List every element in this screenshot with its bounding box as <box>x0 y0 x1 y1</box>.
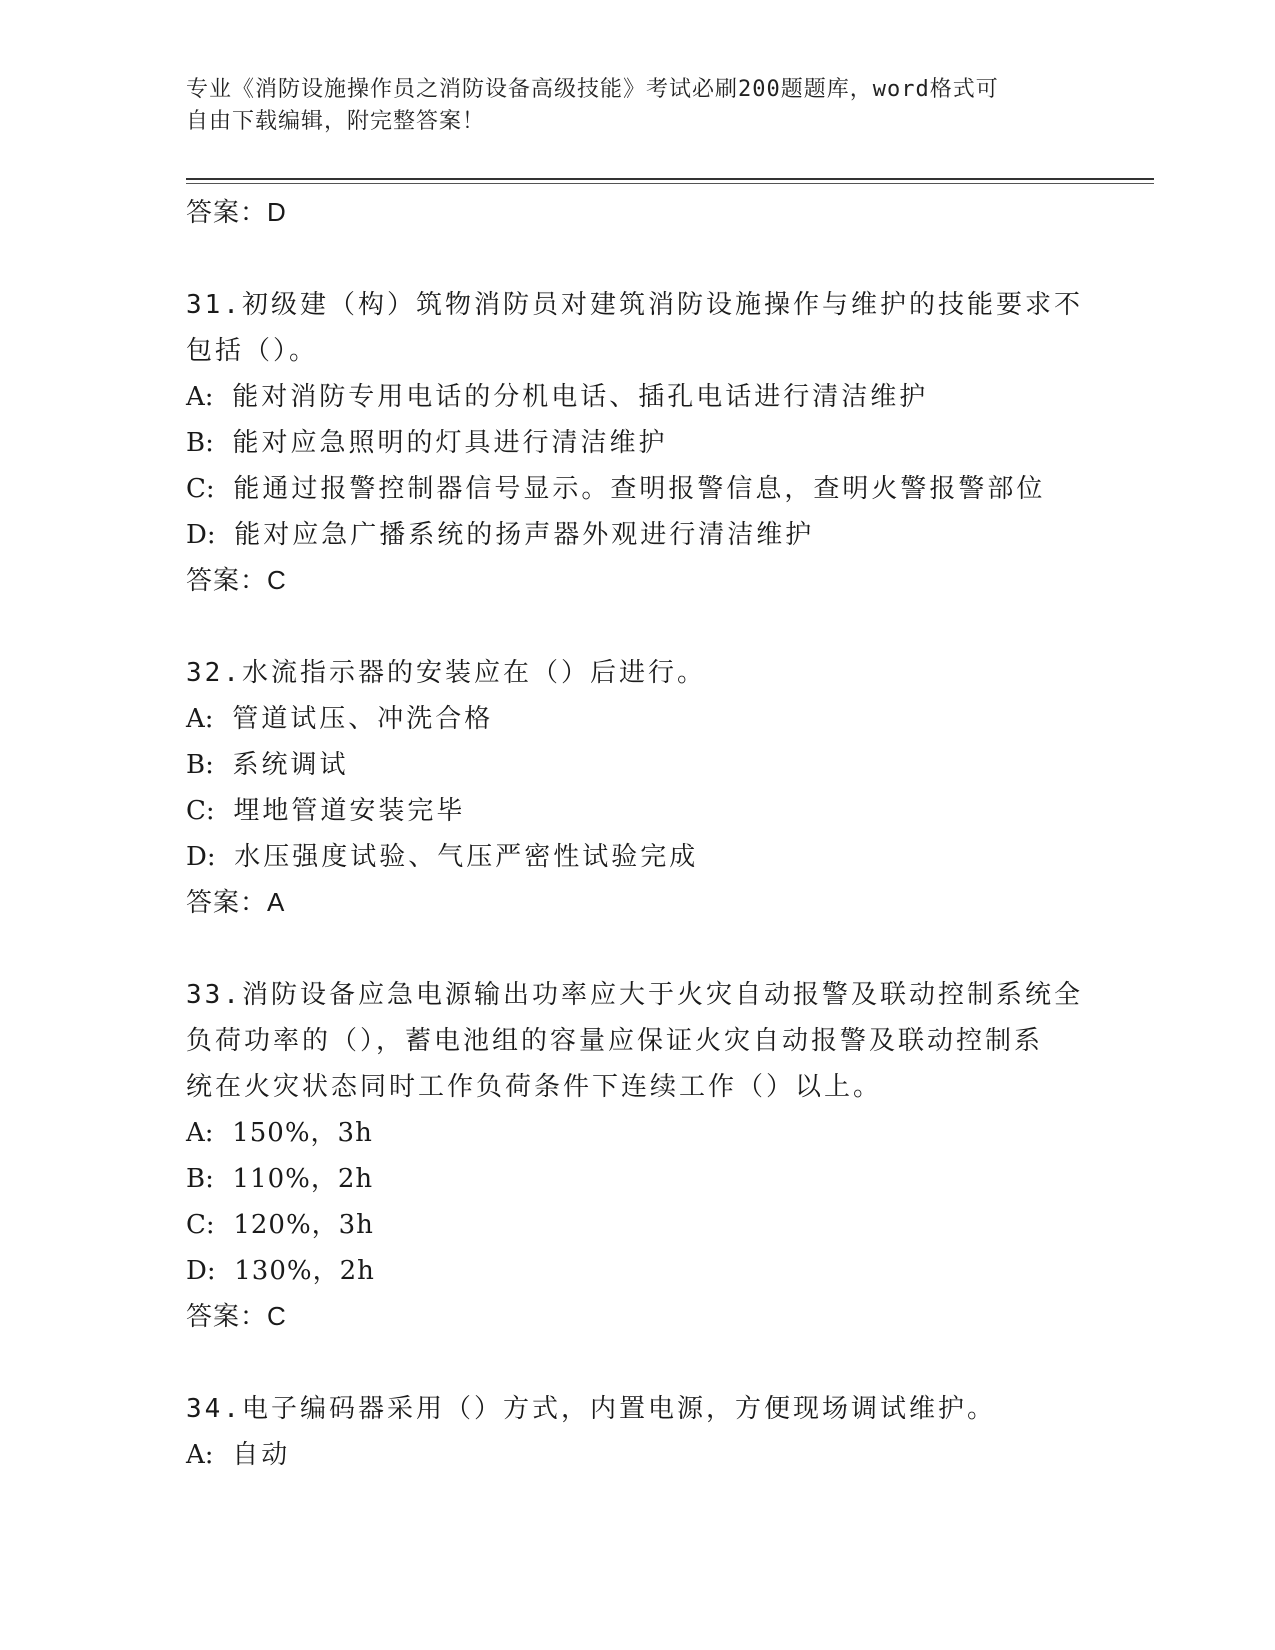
header-rule-thin <box>186 183 1154 184</box>
document-body <box>186 190 1086 1478</box>
spacer <box>186 1338 1086 1386</box>
option-a <box>186 696 1086 742</box>
option-key: C: <box>186 474 215 504</box>
question-block <box>186 972 1086 1386</box>
answer-line <box>186 558 1086 602</box>
option-a <box>186 374 1086 420</box>
answer-line <box>186 880 1086 924</box>
option-c <box>186 788 1086 834</box>
question-line: 34.电子编码器采用（）方式，内置电源，方便现场调试维护。 <box>186 1394 996 1424</box>
option-a <box>186 1110 1086 1156</box>
question-text <box>186 972 1086 1110</box>
header-rule-thick <box>186 178 1154 180</box>
answer-value: D <box>267 197 287 227</box>
option-d <box>186 1248 1086 1294</box>
option-text: 130%，2h <box>234 1256 375 1286</box>
option-key: D: <box>186 842 216 872</box>
option-key: B: <box>186 428 214 458</box>
option-key: B: <box>186 1164 214 1194</box>
option-text: 水压强度试验、气压严密性试验完成 <box>234 842 699 872</box>
answer-label: 答案： <box>186 197 268 227</box>
option-key: C: <box>186 796 215 826</box>
option-d <box>186 512 1086 558</box>
header-title-line-2: 自由下载编辑，附完整答案！ <box>186 109 486 134</box>
answer-label: 答案： <box>186 1301 268 1331</box>
option-key: D: <box>186 520 216 550</box>
question-text <box>186 1386 1086 1432</box>
answer-value: A <box>267 887 286 917</box>
question-line: 统在火灾状态同时工作负荷条件下连续工作（）以上。 <box>186 1072 883 1102</box>
question-block <box>186 282 1086 650</box>
option-text: 管道试压、冲洗合格 <box>232 704 494 734</box>
option-text: 150%，3h <box>232 1118 373 1148</box>
answer-value: C <box>267 565 287 595</box>
answer-line <box>186 190 1086 234</box>
option-text: 120%，3h <box>233 1210 374 1240</box>
question-block <box>186 1386 1086 1478</box>
option-text: 110%，2h <box>232 1164 374 1194</box>
option-text: 能对应急照明的灯具进行清洁维护 <box>232 428 668 458</box>
question-line: 31.初级建（构）筑物消防员对建筑消防设施操作与维护的技能要求不 <box>186 290 1083 320</box>
document-header <box>186 74 1086 138</box>
question-block <box>186 650 1086 972</box>
option-key: A: <box>186 382 214 412</box>
option-key: C: <box>186 1210 215 1240</box>
option-text: 能对消防专用电话的分机电话、插孔电话进行清洁维护 <box>232 382 929 412</box>
question-line: 32.水流指示器的安装应在（）后进行。 <box>186 658 706 688</box>
option-b <box>186 1156 1086 1202</box>
option-key: D: <box>186 1256 216 1286</box>
option-a <box>186 1432 1086 1478</box>
spacer <box>186 602 1086 650</box>
spacer <box>186 234 1086 282</box>
option-key: A: <box>186 704 214 734</box>
option-text: 自动 <box>232 1440 291 1470</box>
option-c <box>186 466 1086 512</box>
option-text: 系统调试 <box>232 750 349 780</box>
option-text: 能对应急广播系统的扬声器外观进行清洁维护 <box>234 520 815 550</box>
spacer <box>186 924 1086 972</box>
option-c <box>186 1202 1086 1248</box>
answer-label: 答案： <box>186 565 268 595</box>
option-key: A: <box>186 1118 214 1148</box>
option-text: 埋地管道安装完毕 <box>233 796 466 826</box>
option-key: B: <box>186 750 214 780</box>
question-line: 33.消防设备应急电源输出功率应大于火灾自动报警及联动控制系统全 <box>186 980 1083 1010</box>
question-line: 负荷功率的（），蓄电池组的容量应保证火灾自动报警及联动控制系 <box>186 1026 1044 1056</box>
question-line: 包括（）。 <box>186 336 319 366</box>
question-text <box>186 282 1086 374</box>
answer-value: C <box>267 1301 287 1331</box>
answer-line <box>186 1294 1086 1338</box>
answer-label: 答案： <box>186 887 268 917</box>
option-b <box>186 420 1086 466</box>
option-key: A: <box>186 1440 214 1470</box>
option-text: 能通过报警控制器信号显示。查明报警信息，查明火警报警部位 <box>233 474 1046 504</box>
option-b <box>186 742 1086 788</box>
option-d <box>186 834 1086 880</box>
header-title-line-1: 专业《消防设施操作员之消防设备高级技能》考试必刷200题题库，word格式可 <box>186 77 999 102</box>
question-text <box>186 650 1086 696</box>
